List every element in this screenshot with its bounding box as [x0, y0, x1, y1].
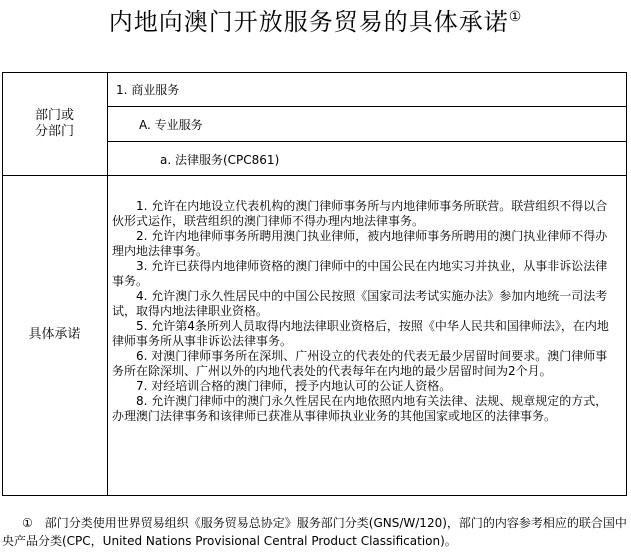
- footnote-marker: ①: [22, 516, 33, 530]
- commitment-item-7: 7. 对经培训合格的澳门律师，授予内地认可的公证人资格。: [136, 379, 452, 393]
- title-footnote-marker: ①: [508, 9, 523, 25]
- sector-label: [2, 108, 107, 140]
- sector-label-line2: 分部门: [34, 124, 74, 139]
- sector-level3: a. 法律服务(CPC861): [160, 153, 280, 167]
- commitment-item-6: 6. 对澳门律师事务所在深圳、广州设立的代表处的代表无最少居留时间要求。澳门律师事务所在除深圳、广州以外的内地代表处的代表每年在内地的最少居留时间为2个月。: [112, 349, 608, 378]
- footnote-text: 部门分类使用世界贸易组织《服务贸易总协定》服务部门分类(GNS/W/120)，部门的内容参考相应的联合国中央产品分类(CPC，United Nations Provisional Central Product Classification)。: [2, 516, 627, 548]
- sector-label-line1: 部门或: [34, 108, 74, 123]
- row-divider-level1: [107, 106, 627, 107]
- commitment-item-1: 1. 允许在内地设立代表机构的澳门律师事务所与内地律师事务所联营。联营组织不得以合伙形式运作，联营组织的澳门律师不得办理内地法律事务。: [112, 199, 608, 228]
- commitment-item-4: 4. 允许澳门永久性居民中的中国公民按照《国家司法考试实施办法》参加内地统一司法考试，取得内地法律职业资格。: [112, 289, 608, 318]
- column-divider: [107, 72, 108, 496]
- commitment-item-8: 8. 允许澳门律师中的澳门永久性居民在内地依照内地有关法律、法规、规章规定的方式，办理澳门法律事务和该律师已获准从事律师执业业务的其他国家或地区的法律事务。: [112, 394, 608, 423]
- row-divider-sector: [2, 175, 627, 176]
- commitment-item-3: 3. 允许已获得内地律师资格的澳门律师中的中国公民在内地实习并执业，从事非诉讼法律事务。: [112, 259, 608, 288]
- commitments-label: 具体承诺: [28, 327, 81, 342]
- commitments-list: [112, 199, 619, 424]
- sector-level2: A. 专业服务: [139, 118, 203, 132]
- footnote: [2, 514, 627, 550]
- commitment-item-2: 2. 允许内地律师事务所聘用澳门执业律师，被内地律师事务所聘用的澳门执业律师不得办理内地法律事务。: [112, 229, 608, 258]
- page-title: [0, 6, 631, 38]
- page-title-text: 内地向澳门开放服务贸易的具体承诺: [108, 8, 509, 36]
- sector-level1: 1. 商业服务: [116, 83, 180, 97]
- row-divider-level2: [107, 141, 627, 142]
- commitment-item-5: 5. 允许第4条所列人员取得内地法律职业资格后，按照《中华人民共和国律师法》，在内地律师事务所从事非诉讼法律事务。: [112, 319, 609, 348]
